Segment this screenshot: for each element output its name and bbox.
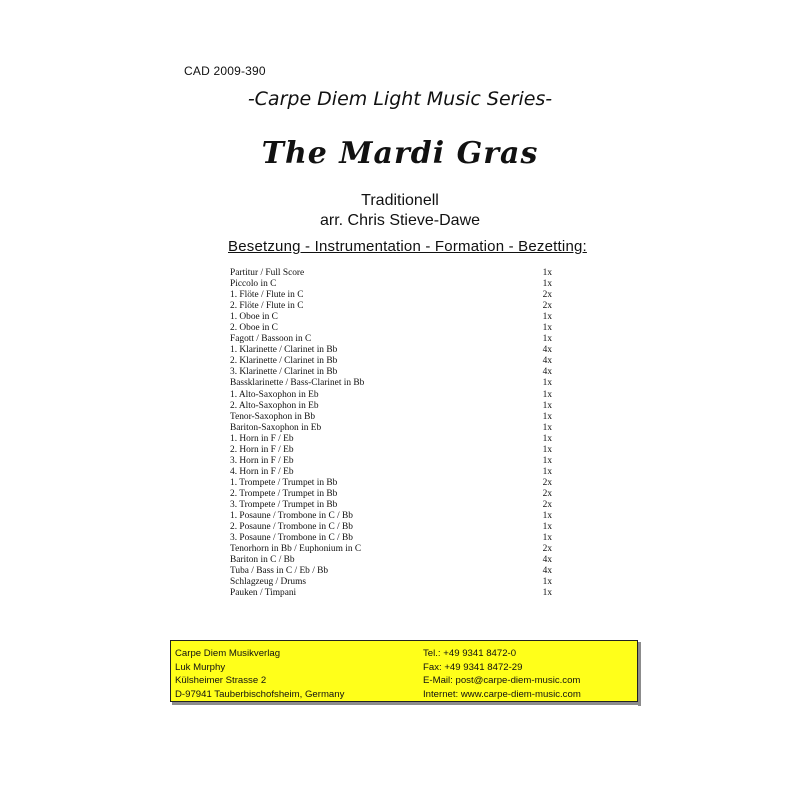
- part-name: 4. Horn in F / Eb: [230, 466, 294, 477]
- part-name: Bariton in C / Bb: [230, 555, 295, 566]
- part-quantity: 2x: [542, 544, 552, 555]
- part-quantity: 1x: [542, 577, 552, 588]
- part-quantity: 1x: [542, 268, 552, 278]
- part-row: [230, 412, 560, 423]
- part-row: [230, 290, 560, 301]
- catalog-number: CAD 2009-390: [184, 64, 266, 78]
- part-quantity: 1x: [542, 334, 552, 345]
- part-name: Tenorhorn in Bb / Euphonium in C: [230, 544, 362, 555]
- series-title: -Carpe Diem Light Music Series-: [247, 88, 553, 110]
- publisher-tel: Tel.: +49 9341 8472-0: [423, 648, 517, 659]
- part-row: [230, 566, 560, 577]
- part-name: 1. Oboe in C: [230, 312, 278, 323]
- part-name: 2. Klarinette / Clarinet in Bb: [230, 356, 338, 367]
- part-row: [230, 445, 560, 456]
- publisher-street: Külsheimer Strasse 2: [175, 675, 267, 686]
- part-quantity: 1x: [542, 511, 552, 522]
- part-quantity: 4x: [542, 367, 552, 378]
- part-name: Fagott / Bassoon in C: [230, 334, 312, 345]
- part-name: 3. Horn in F / Eb: [230, 455, 294, 466]
- part-row: [230, 500, 560, 511]
- part-quantity: 1x: [542, 312, 552, 323]
- publisher-contact-details: [423, 647, 581, 701]
- box-shadow-bottom: [172, 702, 641, 705]
- part-row: [230, 367, 560, 378]
- part-row: [230, 301, 560, 312]
- publisher-internet: Internet: www.carpe-diem-music.com: [423, 688, 581, 700]
- part-name: 1. Trompete / Trumpet in Bb: [230, 477, 338, 488]
- publisher-email: E-Mail: post@carpe-diem-music.com: [423, 675, 581, 686]
- part-row: [230, 312, 560, 323]
- part-name: Partitur / Full Score: [230, 268, 305, 278]
- box-shadow-right: [638, 642, 641, 706]
- arranger: arr. Chris Stieve-Dawe: [319, 212, 481, 229]
- part-name: Schlagzeug / Drums: [230, 577, 307, 588]
- composer: Traditionell: [361, 192, 439, 209]
- publisher-address: [175, 647, 344, 701]
- part-row: [230, 390, 560, 401]
- part-quantity: 2x: [542, 290, 552, 301]
- part-quantity: 1x: [542, 411, 552, 422]
- part-quantity: 1x: [542, 588, 552, 599]
- part-name: 2. Flöte / Flute in C: [230, 301, 304, 312]
- part-quantity: 1x: [542, 279, 552, 290]
- publisher-contact-box: [170, 640, 638, 702]
- part-quantity: 2x: [542, 499, 552, 510]
- part-row: [230, 356, 560, 367]
- part-row: [230, 555, 560, 566]
- part-row: [230, 401, 560, 412]
- parts-list: [230, 268, 560, 599]
- part-row: [230, 522, 560, 533]
- part-quantity: 4x: [542, 345, 552, 356]
- publisher-fax: Fax: +49 9341 8472-29: [423, 661, 523, 673]
- piece-title: The Mardi Gras: [261, 136, 539, 171]
- part-name: 3. Klarinette / Clarinet in Bb: [230, 367, 338, 378]
- part-name: Bariton-Saxophon in Eb: [230, 422, 322, 433]
- part-row: [230, 279, 560, 290]
- part-quantity: 1x: [542, 455, 552, 466]
- part-row: [230, 467, 560, 478]
- publisher-city: D-97941 Tauberbischofsheim, Germany: [175, 688, 345, 700]
- part-name: 2. Posaune / Trombone in C / Bb: [230, 522, 353, 533]
- part-row: [230, 423, 560, 434]
- part-name: 2. Alto-Saxophon in Eb: [230, 400, 319, 411]
- part-name: Tenor-Saxophon in Bb: [230, 411, 316, 422]
- part-quantity: 1x: [542, 400, 552, 411]
- part-name: 2. Trompete / Trumpet in Bb: [230, 488, 338, 499]
- part-row: [230, 489, 560, 500]
- part-row: [230, 334, 560, 345]
- part-row: [230, 434, 560, 445]
- part-quantity: 1x: [542, 323, 552, 334]
- part-row: [230, 323, 560, 334]
- part-name: 3. Trompete / Trumpet in Bb: [230, 499, 338, 510]
- part-quantity: 1x: [542, 533, 552, 544]
- part-row: [230, 345, 560, 356]
- part-name: Pauken / Timpani: [230, 588, 297, 599]
- part-name: 2. Oboe in C: [230, 323, 278, 334]
- instrumentation-heading: Besetzung - Instrumentation - Formation - Bezetting:: [228, 238, 587, 255]
- part-quantity: 4x: [542, 356, 552, 367]
- part-quantity: 2x: [542, 488, 552, 499]
- part-row: [230, 478, 560, 489]
- part-name: 1. Flöte / Flute in C: [230, 290, 304, 301]
- part-quantity: 4x: [542, 566, 552, 577]
- part-quantity: 1x: [542, 422, 552, 433]
- part-quantity: 1x: [542, 444, 552, 455]
- part-name: 3. Posaune / Trombone in C / Bb: [230, 533, 353, 544]
- part-quantity: 2x: [542, 301, 552, 312]
- part-name: Piccolo in C: [230, 279, 277, 290]
- part-quantity: 4x: [542, 555, 552, 566]
- part-quantity: 1x: [542, 378, 552, 389]
- part-name: Tuba / Bass in C / Eb / Bb: [230, 566, 329, 577]
- part-quantity: 1x: [542, 466, 552, 477]
- part-row: [230, 456, 560, 467]
- part-quantity: 1x: [542, 522, 552, 533]
- part-row: [230, 588, 560, 599]
- part-row: [230, 544, 560, 555]
- part-row: [230, 268, 560, 279]
- part-row: [230, 533, 560, 544]
- part-name: 1. Alto-Saxophon in Eb: [230, 389, 319, 400]
- part-quantity: 2x: [542, 477, 552, 488]
- part-name: 1. Horn in F / Eb: [230, 433, 294, 444]
- part-name: 1. Klarinette / Clarinet in Bb: [230, 345, 338, 356]
- publisher-name: Carpe Diem Musikverlag: [175, 648, 281, 659]
- part-row: [230, 511, 560, 522]
- part-row: [230, 378, 560, 389]
- part-name: 2. Horn in F / Eb: [230, 444, 294, 455]
- part-name: 1. Posaune / Trombone in C / Bb: [230, 511, 353, 522]
- publisher-contact-person: Luk Murphy: [175, 661, 226, 673]
- part-row: [230, 577, 560, 588]
- part-name: Bassklarinette / Bass-Clarinet in Bb: [230, 378, 365, 389]
- part-quantity: 1x: [542, 433, 552, 444]
- part-quantity: 1x: [542, 389, 552, 400]
